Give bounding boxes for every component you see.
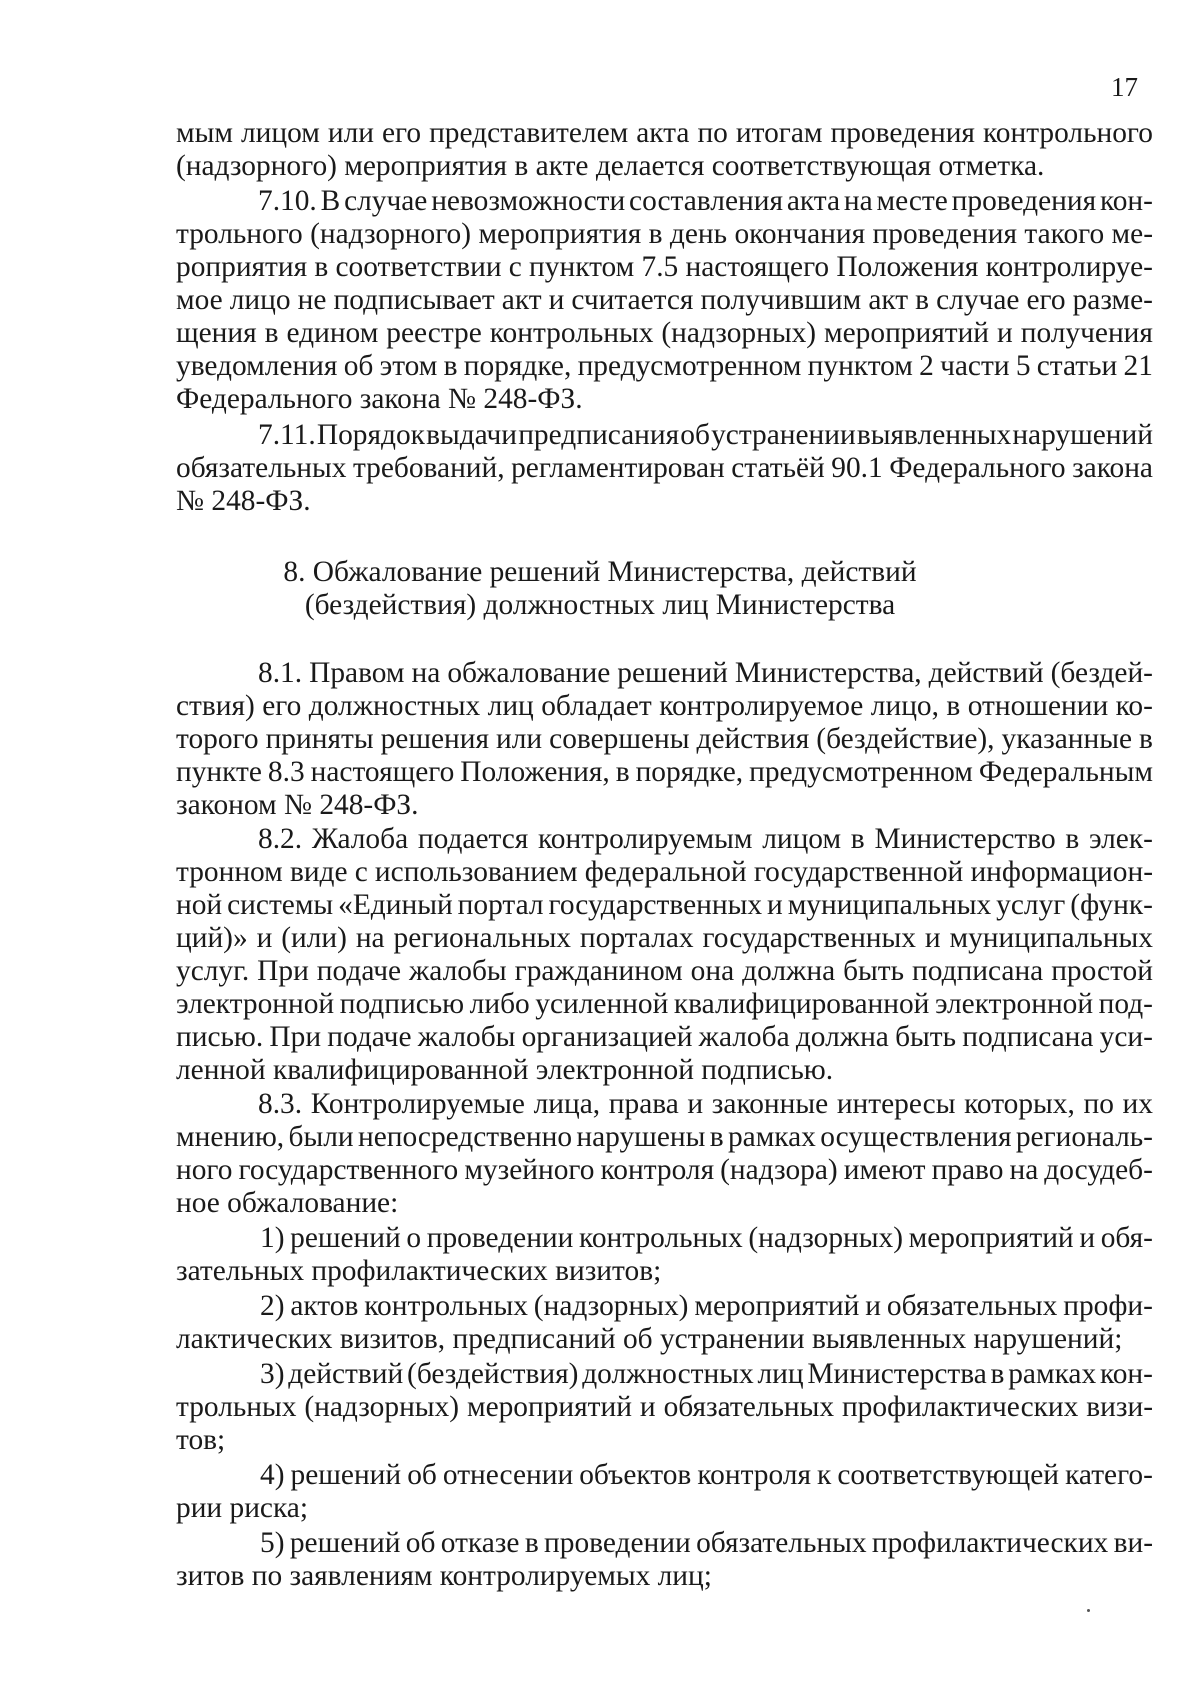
paragraph-line: трольного (надзорного) мероприятия в день окончания проведения такого ме- xyxy=(176,218,1153,250)
paragraph-line: ного государственного музейного контроля (надзора) имеют право на досудеб- xyxy=(176,1154,1153,1186)
paragraph-line: законом № 248-ФЗ. xyxy=(176,789,419,821)
paragraph-line: писью. При подаче жалобы организацией жалоба должна быть подписана уси- xyxy=(176,1021,1153,1053)
page-number: 17 xyxy=(1111,72,1138,102)
scan-artifact xyxy=(1087,1609,1090,1612)
section-heading: 8. Обжалование решений Министерства, действий xyxy=(283,556,917,588)
list-item-line: зитов по заявлениям контролируемых лиц; xyxy=(176,1560,712,1592)
section-heading: (бездействия) должностных лиц Министерства xyxy=(304,589,896,621)
paragraph-line: ций)» и (или) на региональных порталах государственных и муниципальных xyxy=(176,922,1153,954)
list-item-line: рии риска; xyxy=(176,1492,309,1524)
paragraph-line: ствия) его должностных лиц обладает контролируемое лицо, в отношении ко- xyxy=(176,690,1153,722)
paragraph-line: торого приняты решения или совершены действия (бездействие), указанные в xyxy=(176,723,1153,755)
paragraph-line: ной системы «Единый портал государственных и муниципальных услуг (функ- xyxy=(176,889,1153,921)
list-item-line: 5) решений об отказе в проведении обязательных профилактических ви- xyxy=(260,1527,1153,1559)
list-item-line: 1) решений о проведении контрольных (надзорных) мероприятий и обя- xyxy=(260,1222,1153,1254)
paragraph-line: № 248-ФЗ. xyxy=(176,485,311,517)
paragraph-line: ное обжалование: xyxy=(176,1187,399,1219)
list-item-line: 3) действий (бездействия) должностных лиц Министерства в рамках кон- xyxy=(260,1358,1153,1390)
paragraph-line: щения в едином реестре контрольных (надзорных) мероприятий и получения xyxy=(176,317,1153,349)
paragraph-line: роприятия в соответствии с пунктом 7.5 настоящего Положения контролируе- xyxy=(176,251,1153,283)
list-item-line: зательных профилактических визитов; xyxy=(176,1255,662,1287)
list-item-line: 4) решений об отнесении объектов контроля к соответствующей катего- xyxy=(260,1459,1153,1491)
paragraph-first-line: 8.3. Контролируемые лица, права и законные интересы которых, по их xyxy=(258,1088,1153,1120)
paragraph-line: пункте 8.3 настоящего Положения, в порядке, предусмотренном Федеральным xyxy=(176,756,1153,788)
paragraph-line: обязательных требований, регламентирован статьёй 90.1 Федерального закона xyxy=(176,452,1153,484)
paragraph-line: ленной квалифицированной электронной подписью. xyxy=(176,1054,834,1086)
paragraph-first-line: 7.10. В случае невозможности составления акта на месте проведения кон- xyxy=(258,185,1153,217)
paragraph-line: Федерального закона № 248-ФЗ. xyxy=(176,383,583,415)
paragraph-line: мое лицо не подписывает акт и считается получившим акт в случае его разме- xyxy=(176,284,1153,316)
paragraph-first-line: 7.11. Порядок выдачи предписания об устранении выявленных нарушений xyxy=(258,419,1153,451)
paragraph-line: мым лицом или его представителем акта по итогам проведения контрольного xyxy=(176,117,1153,149)
list-item-line: трольных (надзорных) мероприятий и обязательных профилактических визи- xyxy=(176,1391,1153,1423)
paragraph-line: мнению, были непосредственно нарушены в рамках осуществления региональ- xyxy=(176,1121,1153,1153)
paragraph-line: (надзорного) мероприятия в акте делается соответствующая отметка. xyxy=(176,150,1045,182)
list-item-line: тов; xyxy=(176,1424,226,1456)
paragraph-line: тронном виде с использованием федеральной государственной информацион- xyxy=(176,856,1153,888)
paragraph-line: уведомления об этом в порядке, предусмотренном пунктом 2 части 5 статьи 21 xyxy=(176,350,1153,382)
paragraph-first-line: 8.2. Жалоба подается контролируемым лицом в Министерство в элек- xyxy=(258,823,1153,855)
list-item-line: лактических визитов, предписаний об устранении выявленных нарушений; xyxy=(176,1323,1123,1355)
list-item-line: 2) актов контрольных (надзорных) мероприятий и обязательных профи- xyxy=(260,1290,1153,1322)
paragraph-line: электронной подписью либо усиленной квалифицированной электронной под- xyxy=(176,988,1153,1020)
paragraph-line: услуг. При подаче жалобы гражданином она должна быть подписана простой xyxy=(176,955,1153,987)
paragraph-first-line: 8.1. Правом на обжалование решений Министерства, действий (бездей- xyxy=(258,657,1153,689)
